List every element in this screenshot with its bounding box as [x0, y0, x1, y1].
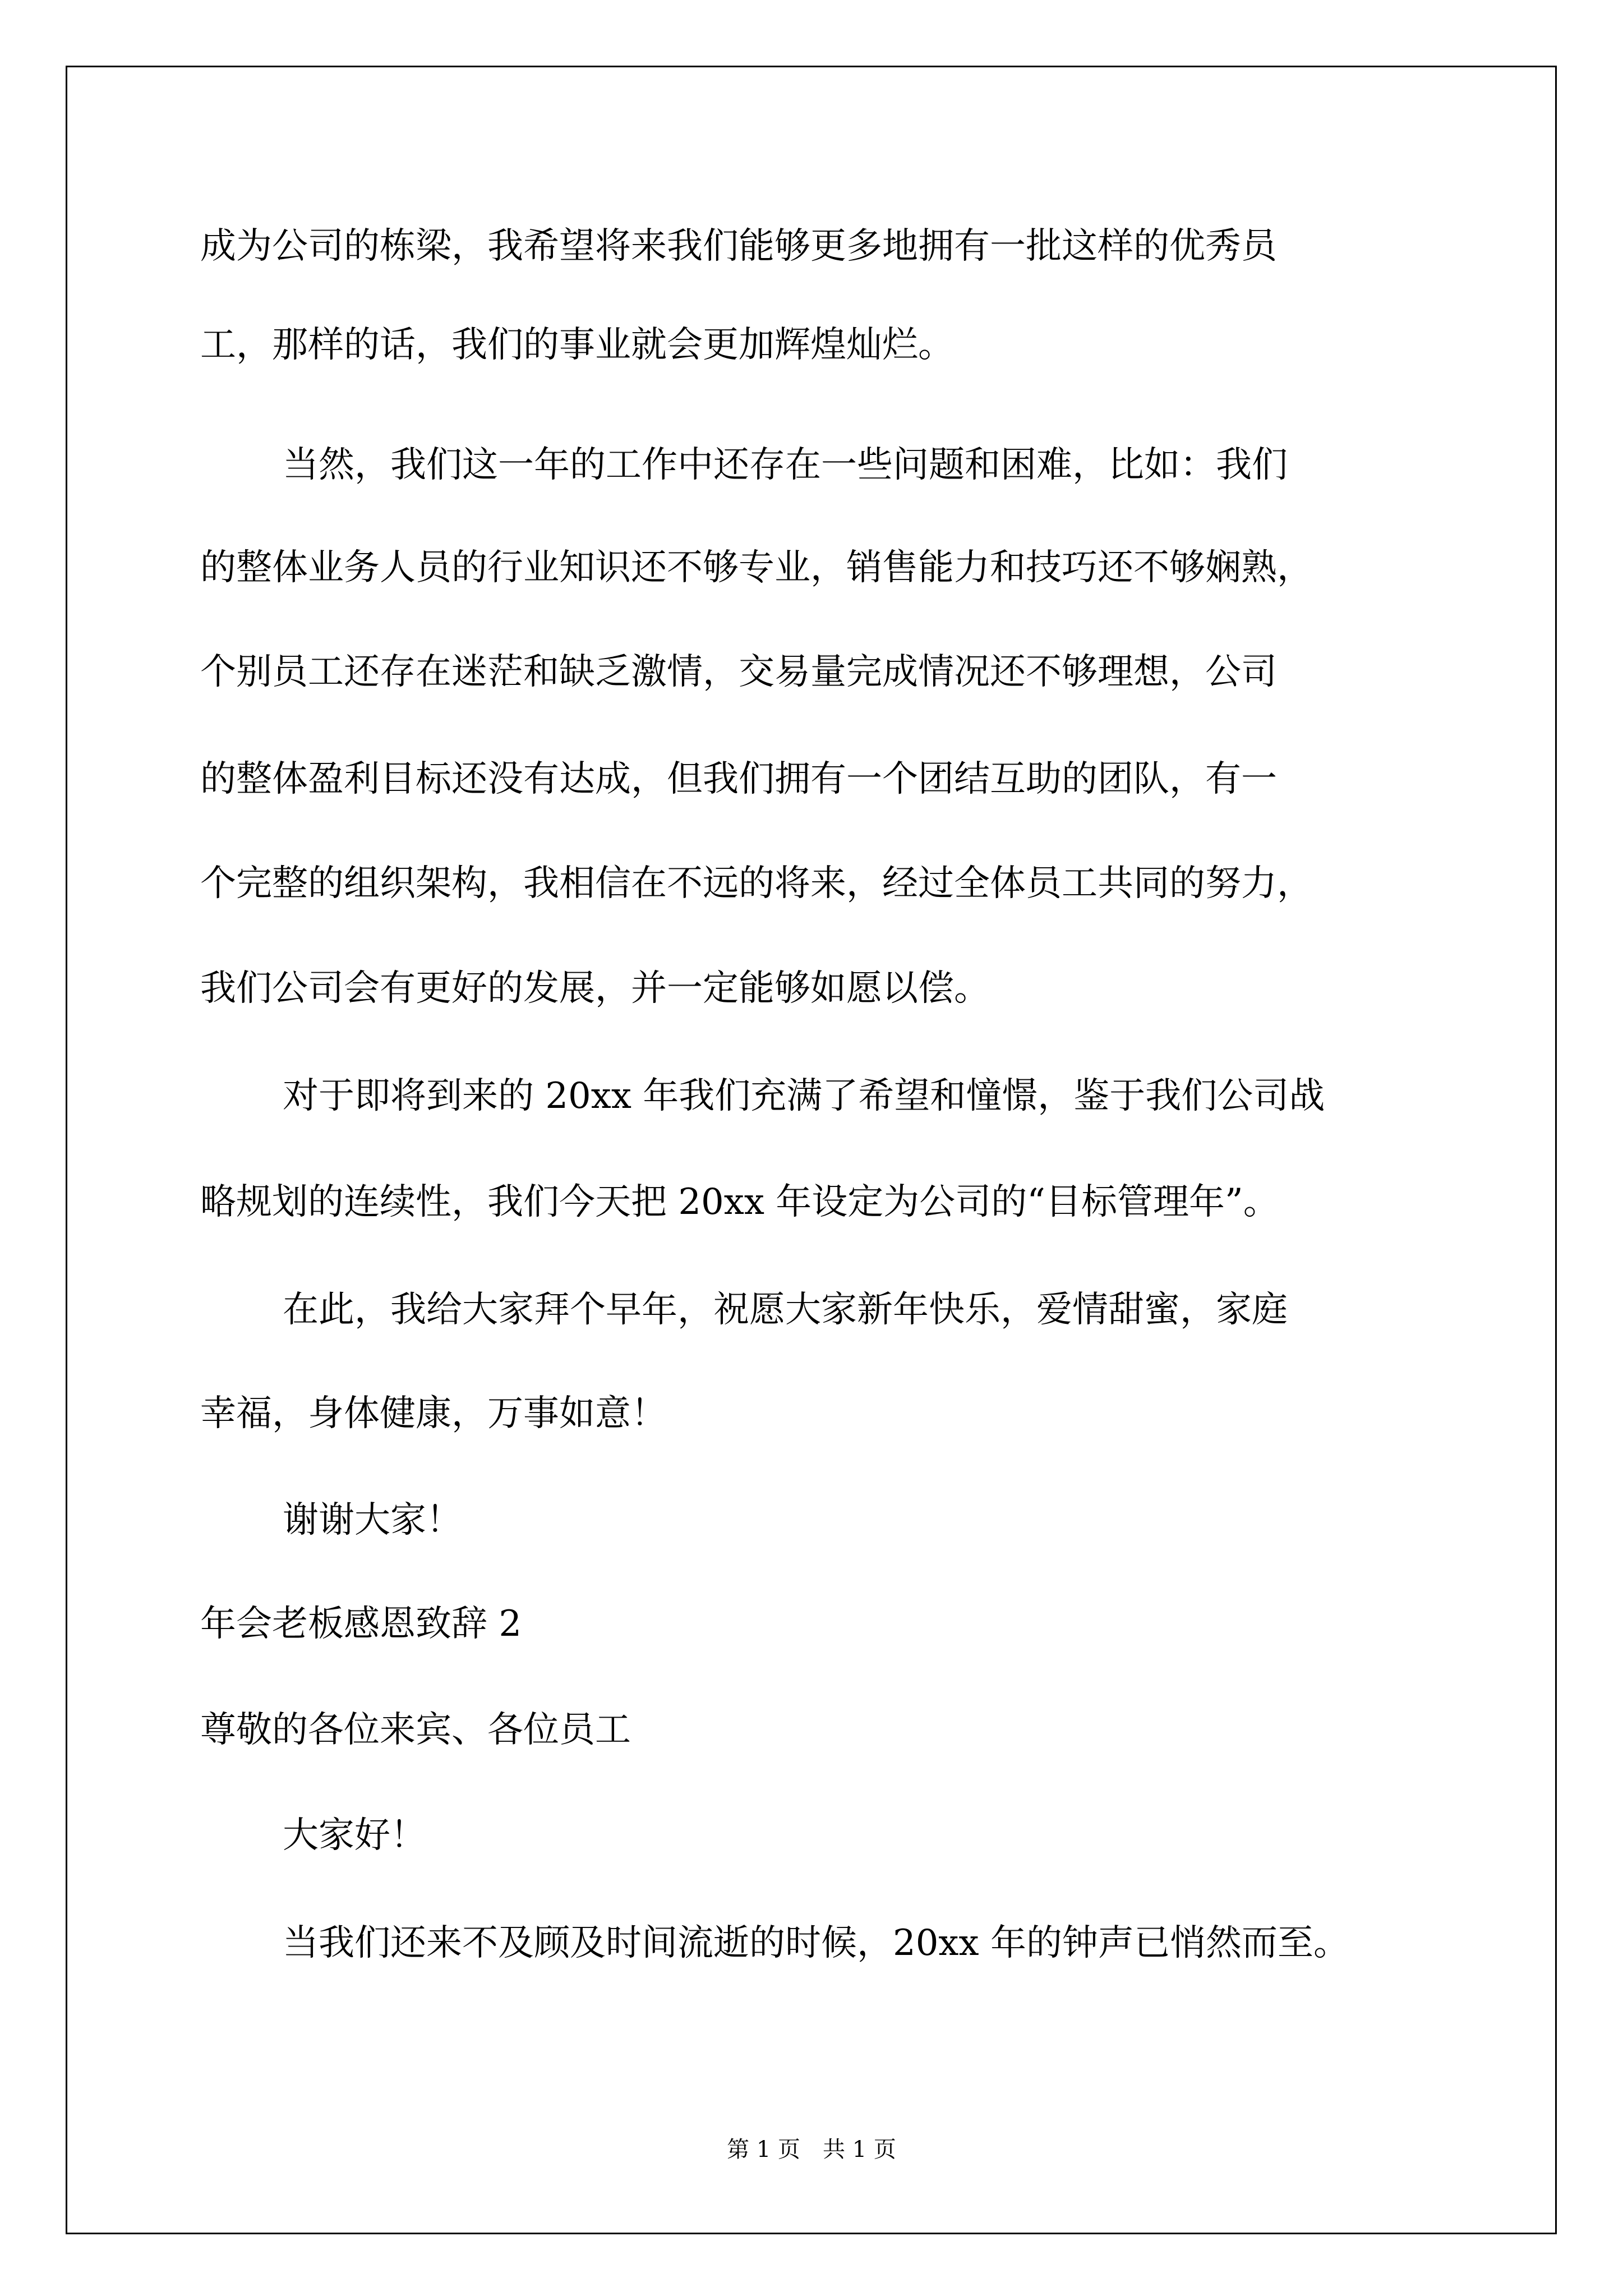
page-footer: 第 1 页 共 1 页: [727, 2137, 896, 2162]
body-line-10: 略规划的连续性，我们今天把 20xx 年设定为公司的“目标管理年”。: [200, 1181, 1279, 1223]
body-line-17: 当我们还来不及顾及时间流逝的时候，20xx 年的钟声已悄然而至。: [283, 1922, 1349, 1964]
body-line-9: 对于即将到来的 20xx 年我们充满了希望和憧憬，鉴于我们公司战: [283, 1075, 1325, 1117]
body-line-5: 个别员工还存在迷茫和缺乏激情，交易量完成情况还不够理想，公司: [200, 651, 1277, 693]
body-line-3: 当然，我们这一年的工作中还存在一些问题和困难，比如：我们: [283, 444, 1288, 486]
body-line-12: 幸福，身体健康，万事如意！: [200, 1393, 667, 1434]
body-line-1: 成为公司的栋梁，我希望将来我们能够更多地拥有一批这样的优秀员: [200, 226, 1277, 267]
body-line-6: 的整体盈利目标还没有达成，但我们拥有一个团结互助的团队，有一: [200, 758, 1277, 800]
document-body: [200, 0, 1437, 1964]
body-line-11: 在此，我给大家拜个早年，祝愿大家新年快乐，爱情甜蜜，家庭: [283, 1289, 1288, 1331]
body-line-13: 谢谢大家！: [283, 1499, 462, 1541]
greeting-line: 大家好！: [283, 1815, 426, 1856]
body-line-4: 的整体业务人员的行业知识还不够专业，销售能力和技巧还不够娴熟，: [200, 547, 1313, 588]
body-line-7: 个完整的组织架构，我相信在不远的将来，经过全体员工共同的努力，: [200, 863, 1313, 904]
salutation-line: 尊敬的各位来宾、各位员工: [200, 1709, 631, 1751]
section-heading: 年会老板感恩致辞 2: [200, 1603, 522, 1645]
body-line-2: 工，那样的话，我们的事业就会更加辉煌灿烂。: [200, 324, 954, 366]
body-line-8: 我们公司会有更好的发展，并一定能够如愿以偿。: [200, 968, 990, 1009]
